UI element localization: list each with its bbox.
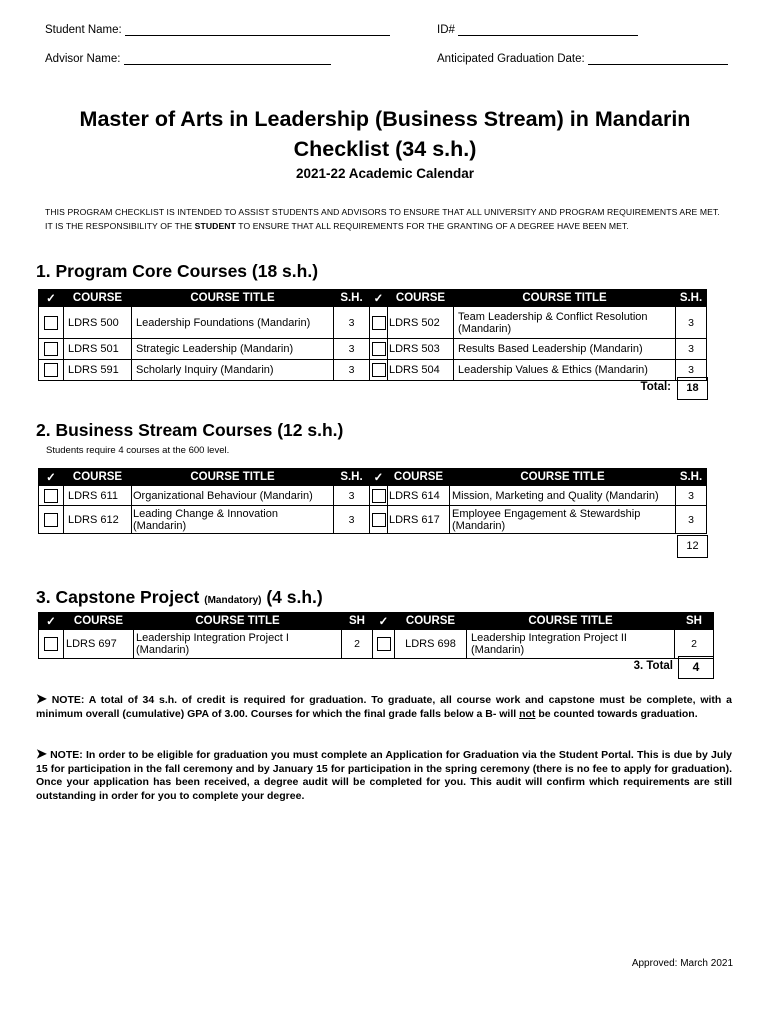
student-name-line[interactable] xyxy=(125,35,390,36)
advisor-name-field[interactable] xyxy=(45,53,331,65)
course-title-header: COURSE TITLE xyxy=(467,613,675,630)
academic-calendar: 2021-22 Academic Calendar xyxy=(295,166,475,181)
sh-header: SH xyxy=(675,613,714,630)
table-header-row xyxy=(39,613,714,630)
course-title: Leadership Integration Project II (Mandarin) xyxy=(467,630,675,659)
sh-header: S.H. xyxy=(334,290,370,307)
course-title-header: COURSE TITLE xyxy=(132,290,334,307)
section-3-total: 4 xyxy=(678,656,714,679)
table-row xyxy=(39,339,707,360)
intro-text xyxy=(45,205,745,233)
page-title xyxy=(0,104,770,164)
section-2-note: Students require 4 courses at the 600 level. xyxy=(46,445,230,456)
course-code: LDRS 504 xyxy=(388,360,454,381)
table-row xyxy=(39,486,707,506)
course-sh: 2 xyxy=(675,630,714,659)
section-1-table xyxy=(38,289,707,381)
course-sh: 3 xyxy=(676,339,707,360)
course-title: Organizational Behaviour (Mandarin) xyxy=(132,486,334,506)
course-checkbox[interactable] xyxy=(372,489,386,503)
student-name-field[interactable] xyxy=(45,24,390,36)
course-checkbox[interactable] xyxy=(44,342,58,356)
sh-header: S.H. xyxy=(676,469,707,486)
section-2-heading: 2. Business Stream Courses (12 s.h.) xyxy=(36,420,344,440)
intro-line-1: THIS PROGRAM CHECKLIST IS INTENDED TO ASSIST STUDENTS AND ADVISORS TO ENSURE THAT ALL UNIVERSITY AND PROGRAM REQUIREMENTS ARE MET. xyxy=(45,207,720,217)
section-2-total: 12 xyxy=(677,535,708,558)
sh-header: S.H. xyxy=(334,469,370,486)
course-code: LDRS 500 xyxy=(64,307,132,339)
grad-date-line[interactable] xyxy=(588,64,728,65)
intro-emphasis: STUDENT xyxy=(194,221,236,231)
course-code: LDRS 501 xyxy=(64,339,132,360)
course-header: COURSE xyxy=(64,469,132,486)
section-1-total: 18 xyxy=(677,377,708,400)
course-sh: 2 xyxy=(342,630,373,659)
course-header: COURSE xyxy=(64,290,132,307)
advisor-name-line[interactable] xyxy=(124,64,331,65)
approved-date: Approved: March 2021 xyxy=(631,958,733,969)
check-header-icon: ✓ xyxy=(39,613,64,630)
check-header-icon: ✓ xyxy=(39,290,64,307)
course-header: COURSE xyxy=(395,613,467,630)
check-header-icon: ✓ xyxy=(370,290,388,307)
course-checkbox[interactable] xyxy=(44,316,58,330)
course-title: Results Based Leadership (Mandarin) xyxy=(454,339,676,360)
section-1-heading: 1. Program Core Courses (18 s.h.) xyxy=(36,261,319,281)
sh-header: SH xyxy=(342,613,373,630)
course-code: LDRS 611 xyxy=(64,486,132,506)
course-sh: 3 xyxy=(676,307,707,339)
grad-date-label: Anticipated Graduation Date: xyxy=(437,53,585,65)
course-sh: 3 xyxy=(676,506,707,534)
table-header-row xyxy=(39,469,707,486)
course-title: Leadership Values & Ethics (Mandarin) xyxy=(454,360,676,381)
course-checkbox[interactable] xyxy=(377,637,391,651)
course-code: LDRS 614 xyxy=(388,486,450,506)
course-checkbox[interactable] xyxy=(372,363,386,377)
total-label: Total: xyxy=(640,381,671,393)
course-checkbox[interactable] xyxy=(372,342,386,356)
course-checkbox[interactable] xyxy=(44,489,58,503)
course-title: Leading Change & Innovation (Mandarin) xyxy=(132,506,334,534)
id-line[interactable] xyxy=(458,35,638,36)
table-header-row xyxy=(39,290,707,307)
course-checkbox[interactable] xyxy=(372,316,386,330)
student-name-label: Student Name: xyxy=(45,24,122,36)
course-title-header: COURSE TITLE xyxy=(132,469,334,486)
id-field[interactable] xyxy=(437,24,638,36)
mandatory-label: (Mandatory) xyxy=(204,595,262,606)
course-checkbox[interactable] xyxy=(44,513,58,527)
note-graduation-application: ➤ NOTE: In order to be eligible for graduation you must complete an Application for Graduation via the Student Portal. This is due by July 15 for participation in the fall ceremony and by January 15 for participation in the spring ceremony (there is no fee to apply for graduation). Once your application has been received, a degree audit will be completed for you. This audit will confirm which requirements are still outstanding in order for you to complete your degree. xyxy=(36,746,732,802)
advisor-name-label: Advisor Name: xyxy=(45,53,121,65)
course-sh: 3 xyxy=(334,307,370,339)
course-code: LDRS 612 xyxy=(64,506,132,534)
intro-line-2: IT IS THE RESPONSIBILITY OF THE STUDENT TO ENSURE THAT ALL REQUIREMENTS FOR THE GRANTING OF A DEGREE HAVE BEEN MET. xyxy=(45,221,629,231)
course-code: LDRS 617 xyxy=(388,506,450,534)
title-line-2: Checklist (34 s.h.) xyxy=(293,137,477,161)
course-sh: 3 xyxy=(334,339,370,360)
course-header: COURSE xyxy=(388,290,454,307)
course-title: Mission, Marketing and Quality (Mandarin) xyxy=(450,486,676,506)
not-emphasis: not xyxy=(519,707,536,720)
course-header: COURSE xyxy=(64,613,134,630)
check-header-icon: ✓ xyxy=(370,469,388,486)
course-checkbox[interactable] xyxy=(44,363,58,377)
course-title: Strategic Leadership (Mandarin) xyxy=(132,339,334,360)
course-sh: 3 xyxy=(676,360,707,381)
arrow-bullet-icon: ➤ xyxy=(36,691,47,706)
table-row xyxy=(39,506,707,534)
section-3-table xyxy=(38,612,714,659)
course-code: LDRS 697 xyxy=(64,630,134,659)
table-row xyxy=(39,307,707,339)
course-checkbox[interactable] xyxy=(44,637,58,651)
section-2-table xyxy=(38,468,707,534)
sh-header: S.H. xyxy=(676,290,707,307)
course-sh: 3 xyxy=(334,506,370,534)
course-title: Leadership Foundations (Mandarin) xyxy=(132,307,334,339)
course-title-header: COURSE TITLE xyxy=(454,290,676,307)
check-header-icon: ✓ xyxy=(39,469,64,486)
course-code: LDRS 503 xyxy=(388,339,454,360)
arrow-bullet-icon: ➤ xyxy=(36,746,47,761)
course-title: Employee Engagement & Stewardship (Mandarin) xyxy=(450,506,676,534)
course-title-header: COURSE TITLE xyxy=(134,613,342,630)
course-title: Leadership Integration Project I (Mandarin) xyxy=(134,630,342,659)
course-title: Team Leadership & Conflict Resolution (Mandarin) xyxy=(454,307,676,339)
course-sh: 3 xyxy=(334,360,370,381)
course-title: Scholarly Inquiry (Mandarin) xyxy=(132,360,334,381)
grad-date-field[interactable] xyxy=(437,53,728,65)
course-code: LDRS 591 xyxy=(64,360,132,381)
course-sh: 3 xyxy=(334,486,370,506)
check-header-icon: ✓ xyxy=(373,613,395,630)
section-3-heading: 3. Capstone Project (Mandatory) (4 s.h.) xyxy=(36,587,323,607)
title-line-1: Master of Arts in Leadership (Business Stream) in Mandarin xyxy=(79,107,691,131)
course-checkbox[interactable] xyxy=(372,513,386,527)
course-code: LDRS 502 xyxy=(388,307,454,339)
table-row xyxy=(39,360,707,381)
course-header: COURSE xyxy=(388,469,450,486)
note-credits: ➤ NOTE: A total of 34 s.h. of credit is required for graduation. To graduate, all course work and capstone must be complete, with a minimum overall (cumulative) GPA of 3.00. Courses for which the final grade falls below a B- will not be counted towards graduation. xyxy=(36,691,732,720)
course-code: LDRS 698 xyxy=(395,630,467,659)
course-title-header: COURSE TITLE xyxy=(450,469,676,486)
table-row xyxy=(39,630,714,659)
course-sh: 3 xyxy=(676,486,707,506)
id-label: ID# xyxy=(437,24,455,36)
total-label: 3. Total xyxy=(633,660,673,672)
